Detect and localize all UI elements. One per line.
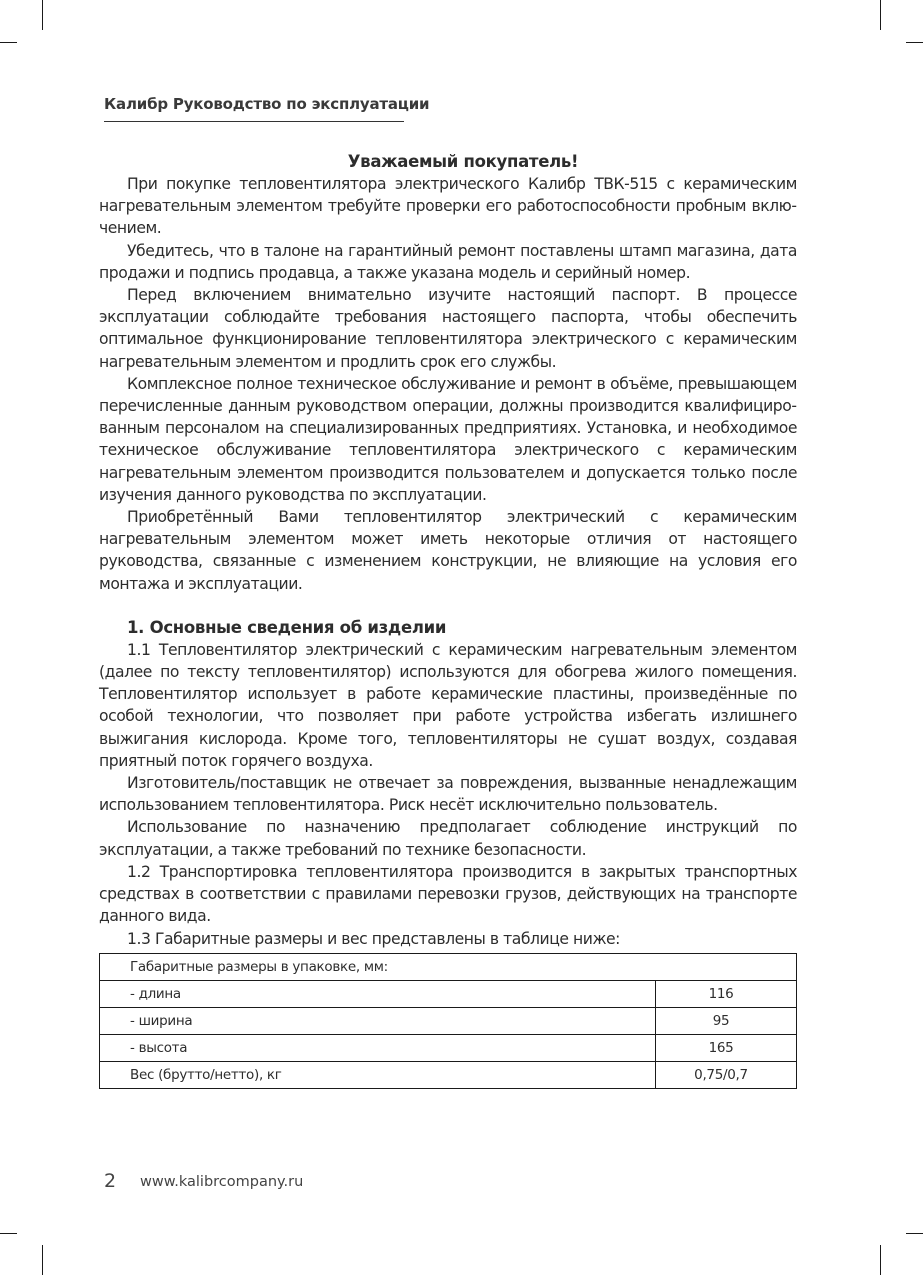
table-cell-value: 95 [656,1007,797,1034]
crop-mark-top-left-horizontal [0,42,17,43]
section-paragraph: 1.2 Транспортировка тепловентилятора производится в закрытых транспортных средствах в соответствии с правилами перевозки грузов, действующих на транспорте данного вида. [99,862,797,926]
table-row [100,1007,797,1034]
crop-mark-top-right-vertical [880,0,881,30]
table-cell-label: - длина [100,980,656,1007]
section-paragraph: Использование по назначению предполагает соблюдение инструкций по эксплуатации, а также требований по технике безопасности. [99,818,797,859]
section-paragraph: Изготовитель/поставщик не отвечает за повреждения, вызванные ненадлежащим использованием тепловентилятора. Риск несёт исключительно пользователь. [99,774,797,815]
table-cell-value: 165 [656,1034,797,1061]
crop-mark-bottom-left-horizontal [0,1233,17,1234]
page-title: Уважаемый покупатель! [347,152,579,171]
crop-mark-bottom-right-vertical [880,1245,881,1275]
table-row [100,1034,797,1061]
intro-paragraph: При покупке тепловентилятора электрического Калибр ТВК-515 с керамическим нагревательным элементом требуйте проверки его работоспособности пробным включением. [99,175,797,238]
section-paragraph: 1.1 Тепловентилятор электрический с керамическим нагревательным элементом (далее по тексту тепловентилятор) используются для обогрева жилого помещения. Тепловентилятор использует в работе керамические пластины, произведённые по особой технологии, что позволяет при работе устройства избегать излишнего выжигания кислорода. Кроме того, тепловентиляторы не сушат воздух, создавая приятный поток горячего воздуха. [99,640,797,770]
table-header-cell: Габаритные размеры в упаковке, мм: [100,953,797,980]
intro-paragraph: Перед включением внимательно изучите настоящий паспорт. В процессе эксплуатации соблюдайте требования настоящего паспорта, чтобы обеспечить оптимальное функционирование тепловентилятора электрического с керамическим нагревательным элементом и продлить срок его службы. [99,286,797,371]
page-number: 2 [104,1170,117,1192]
intro-paragraph: Убедитесь, что в талоне на гарантийный ремонт поставлены штамп магазина, дата продажи и подпись продавца, а также указана модель и серийный номер. [99,241,797,282]
dimensions-table [99,953,797,1089]
crop-mark-top-right-horizontal [906,42,923,43]
table-row [100,980,797,1007]
table-cell-label: - ширина [100,1007,656,1034]
section-title: 1. Основные сведения об изделии [127,617,447,637]
intro-paragraph: Приобретённый Вами тепловентилятор электрический с керамическим нагревательным элементом может иметь некоторые отличия от настоящего руководства, связанные с изменением конструкции, не влияющие на условия его монтажа и эксплуатации. [99,508,797,593]
table-header-row [100,953,797,980]
running-header: Калибр Руководство по эксплуатации [104,95,430,113]
page-content [99,150,797,1089]
table-cell-value: 0,75/0,7 [656,1061,797,1088]
section-paragraph: 1.3 Габаритные размеры и вес представлены в таблице ниже: [127,929,620,948]
table-cell-label: - высота [100,1034,656,1061]
footer-url: www.kalibrcompany.ru [140,1174,304,1190]
intro-paragraph: Комплексное полное техническое обслуживание и ремонт в объёме, превышающем перечисленные данным руководством операции, должны производится квалифицированным персоналом на специализированных предприятиях. Установка, и необходимое техническое обслуживание тепловентилятора электрического с керамическим нагревательным элементом производится пользователем и допускается только после изучения данного руководства по эксплуатации. [99,374,797,504]
table-cell-value: 116 [656,980,797,1007]
table-cell-label: Вес (брутто/нетто), кг [100,1061,656,1088]
table-row [100,1061,797,1088]
crop-mark-bottom-left-vertical [42,1245,43,1275]
running-header-rule [104,121,404,122]
crop-mark-top-left-vertical [42,0,43,30]
crop-mark-bottom-right-horizontal [906,1233,923,1234]
